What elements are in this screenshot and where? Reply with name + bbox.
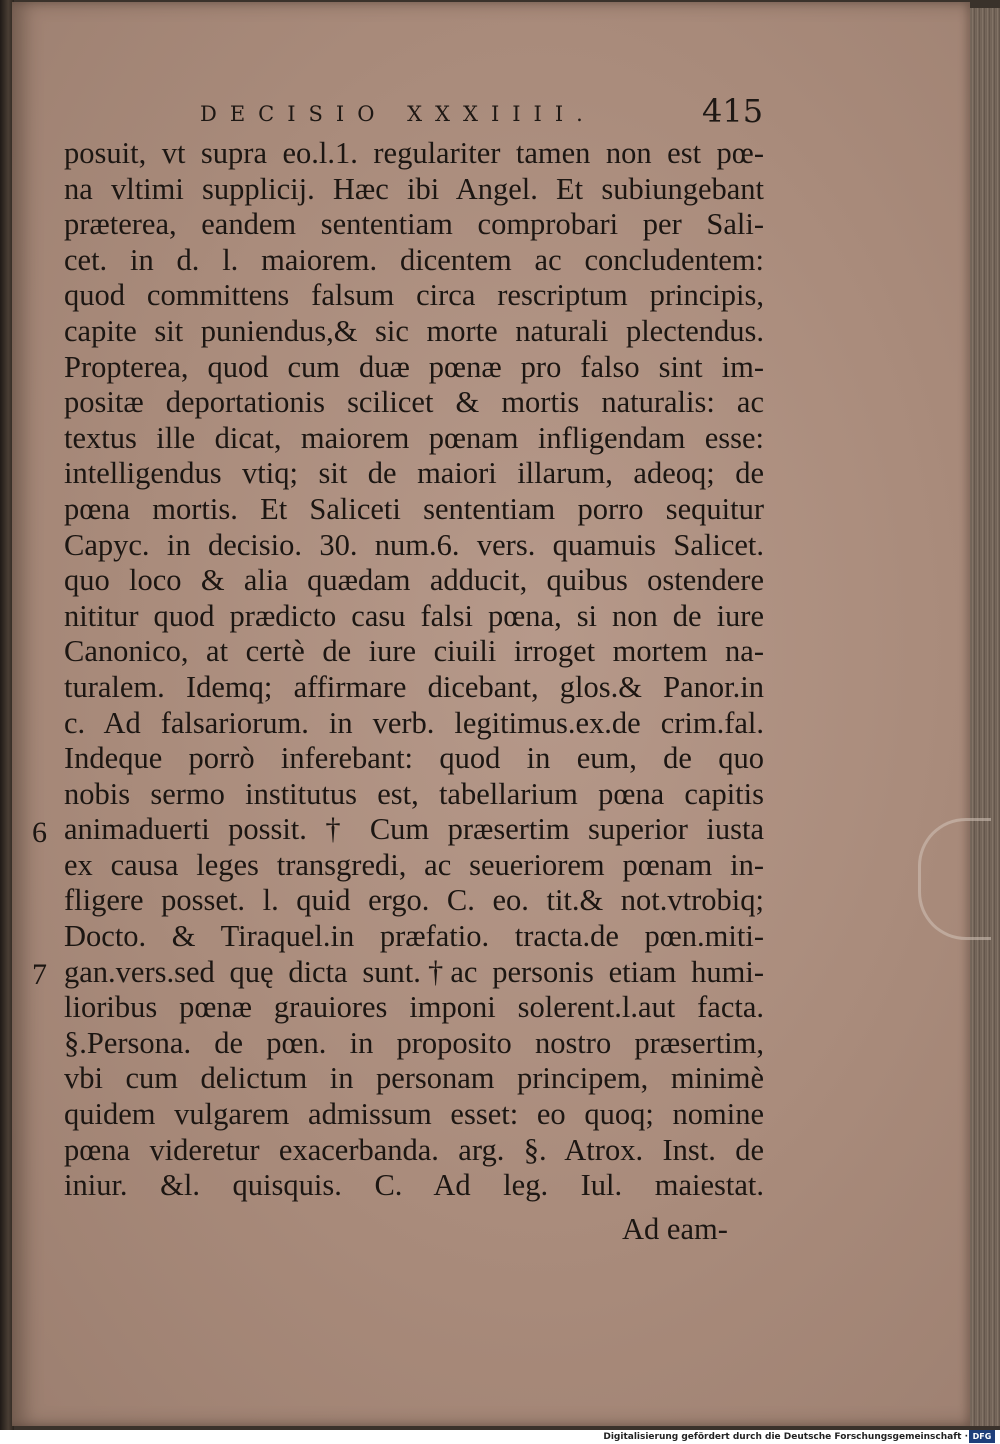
text-line: lioribus pœnæ grauiores imponi solerent.l.aut facta. [64,990,764,1025]
text-line: intelligendus vtiq; sit de maiori illarum, adeoq; de [64,456,764,491]
text-line: Indeque porrò inferebant: quod in eum, de quo [64,741,764,776]
text-line: ex causa leges transgredi, ac seueriorem pœnam in- [64,847,764,882]
catchword: Ad eam- [622,1212,728,1246]
text-line: gan.vers.sed quę dicta sunt.†ac personis etiam humi- [64,954,764,989]
text-line: textus ille dicat, maiorem pœnam infligendam esse: [64,420,764,455]
text-line: vbi cum delictum in personam principem, minimè [64,1061,764,1096]
paper-fold-mark [918,818,991,940]
text-line: §.Persona. de pœn. in proposito nostro præsertim, [64,1025,764,1060]
dfg-logo: DFG [969,1430,995,1443]
text-line: nititur quod prædicto casu falsi pœna, si non de iure [64,598,764,633]
text-line: fligere posset. l. quid ergo. C. eo. tit.& not.vtrobiq; [64,883,764,918]
text-line: quod committens falsum circa rescriptum principis, [64,278,764,313]
text-line: capite sit puniendus,& sic morte naturali plectendus. [64,313,764,348]
text-line: Canonico, at certè de iure ciuili irroget mortem na- [64,634,764,669]
text-line: iniur. &l. quisquis. C. Ad leg. Iul. maiestat. [64,1168,764,1203]
text-line: animaduerti possit. † Cum præsertim superior iusta [64,812,764,847]
text-line: turalem. Idemq; affirmare dicebant, glos.& Panor.in [64,669,764,704]
text-line: quo loco & alia quædam adducit, quibus ostendere [64,563,764,598]
running-head: DECISIO XXXIIII. [200,102,596,126]
text-line: Docto. & Tiraquel.in præfatio. tracta.de pœn.miti- [64,919,764,954]
text-line: positæ deportationis scilicet & mortis naturalis: ac [64,385,764,420]
page-fore-edge [966,8,1000,1426]
text-line: pœna mortis. Et Saliceti sententiam porro sequitur [64,491,764,526]
text-line: Propterea, quod cum duæ pœnæ pro falso sint im- [64,349,764,384]
margin-note-7: 7 [32,958,47,991]
text-line: nobis sermo institutus est, tabellarium pœna capitis [64,776,764,811]
body-text [64,136,764,1204]
text-line: pœna videretur exacerbanda. arg. §. Atrox. Inst. de [64,1132,764,1167]
text-line: posuit, vt supra eo.l.1. regulariter tamen non est pœ- [64,136,764,170]
text-line: Capyc. in decisio. 30. num.6. vers. quamuis Salicet. [64,527,764,562]
page-number: 415 [702,92,764,130]
text-line: cet. in d. l. maiorem. dicentem ac concludentem: [64,242,764,277]
text-line: quidem vulgarem admissum esset: eo quoq; nomine [64,1097,764,1132]
text-line: præterea, eandem sententiam comprobari per Sali- [64,207,764,242]
footer-credit: Digitalisierung gefördert durch die Deutsche Forschungsgemeinschaft · [603,1432,968,1442]
text-line: na vltimi supplicij. Hæc ibi Angel. Et subiungebant [64,171,764,206]
text-line: c. Ad falsariorum. in verb. legitimus.ex.de crim.fal. [64,705,764,740]
margin-note-6: 6 [32,816,47,849]
